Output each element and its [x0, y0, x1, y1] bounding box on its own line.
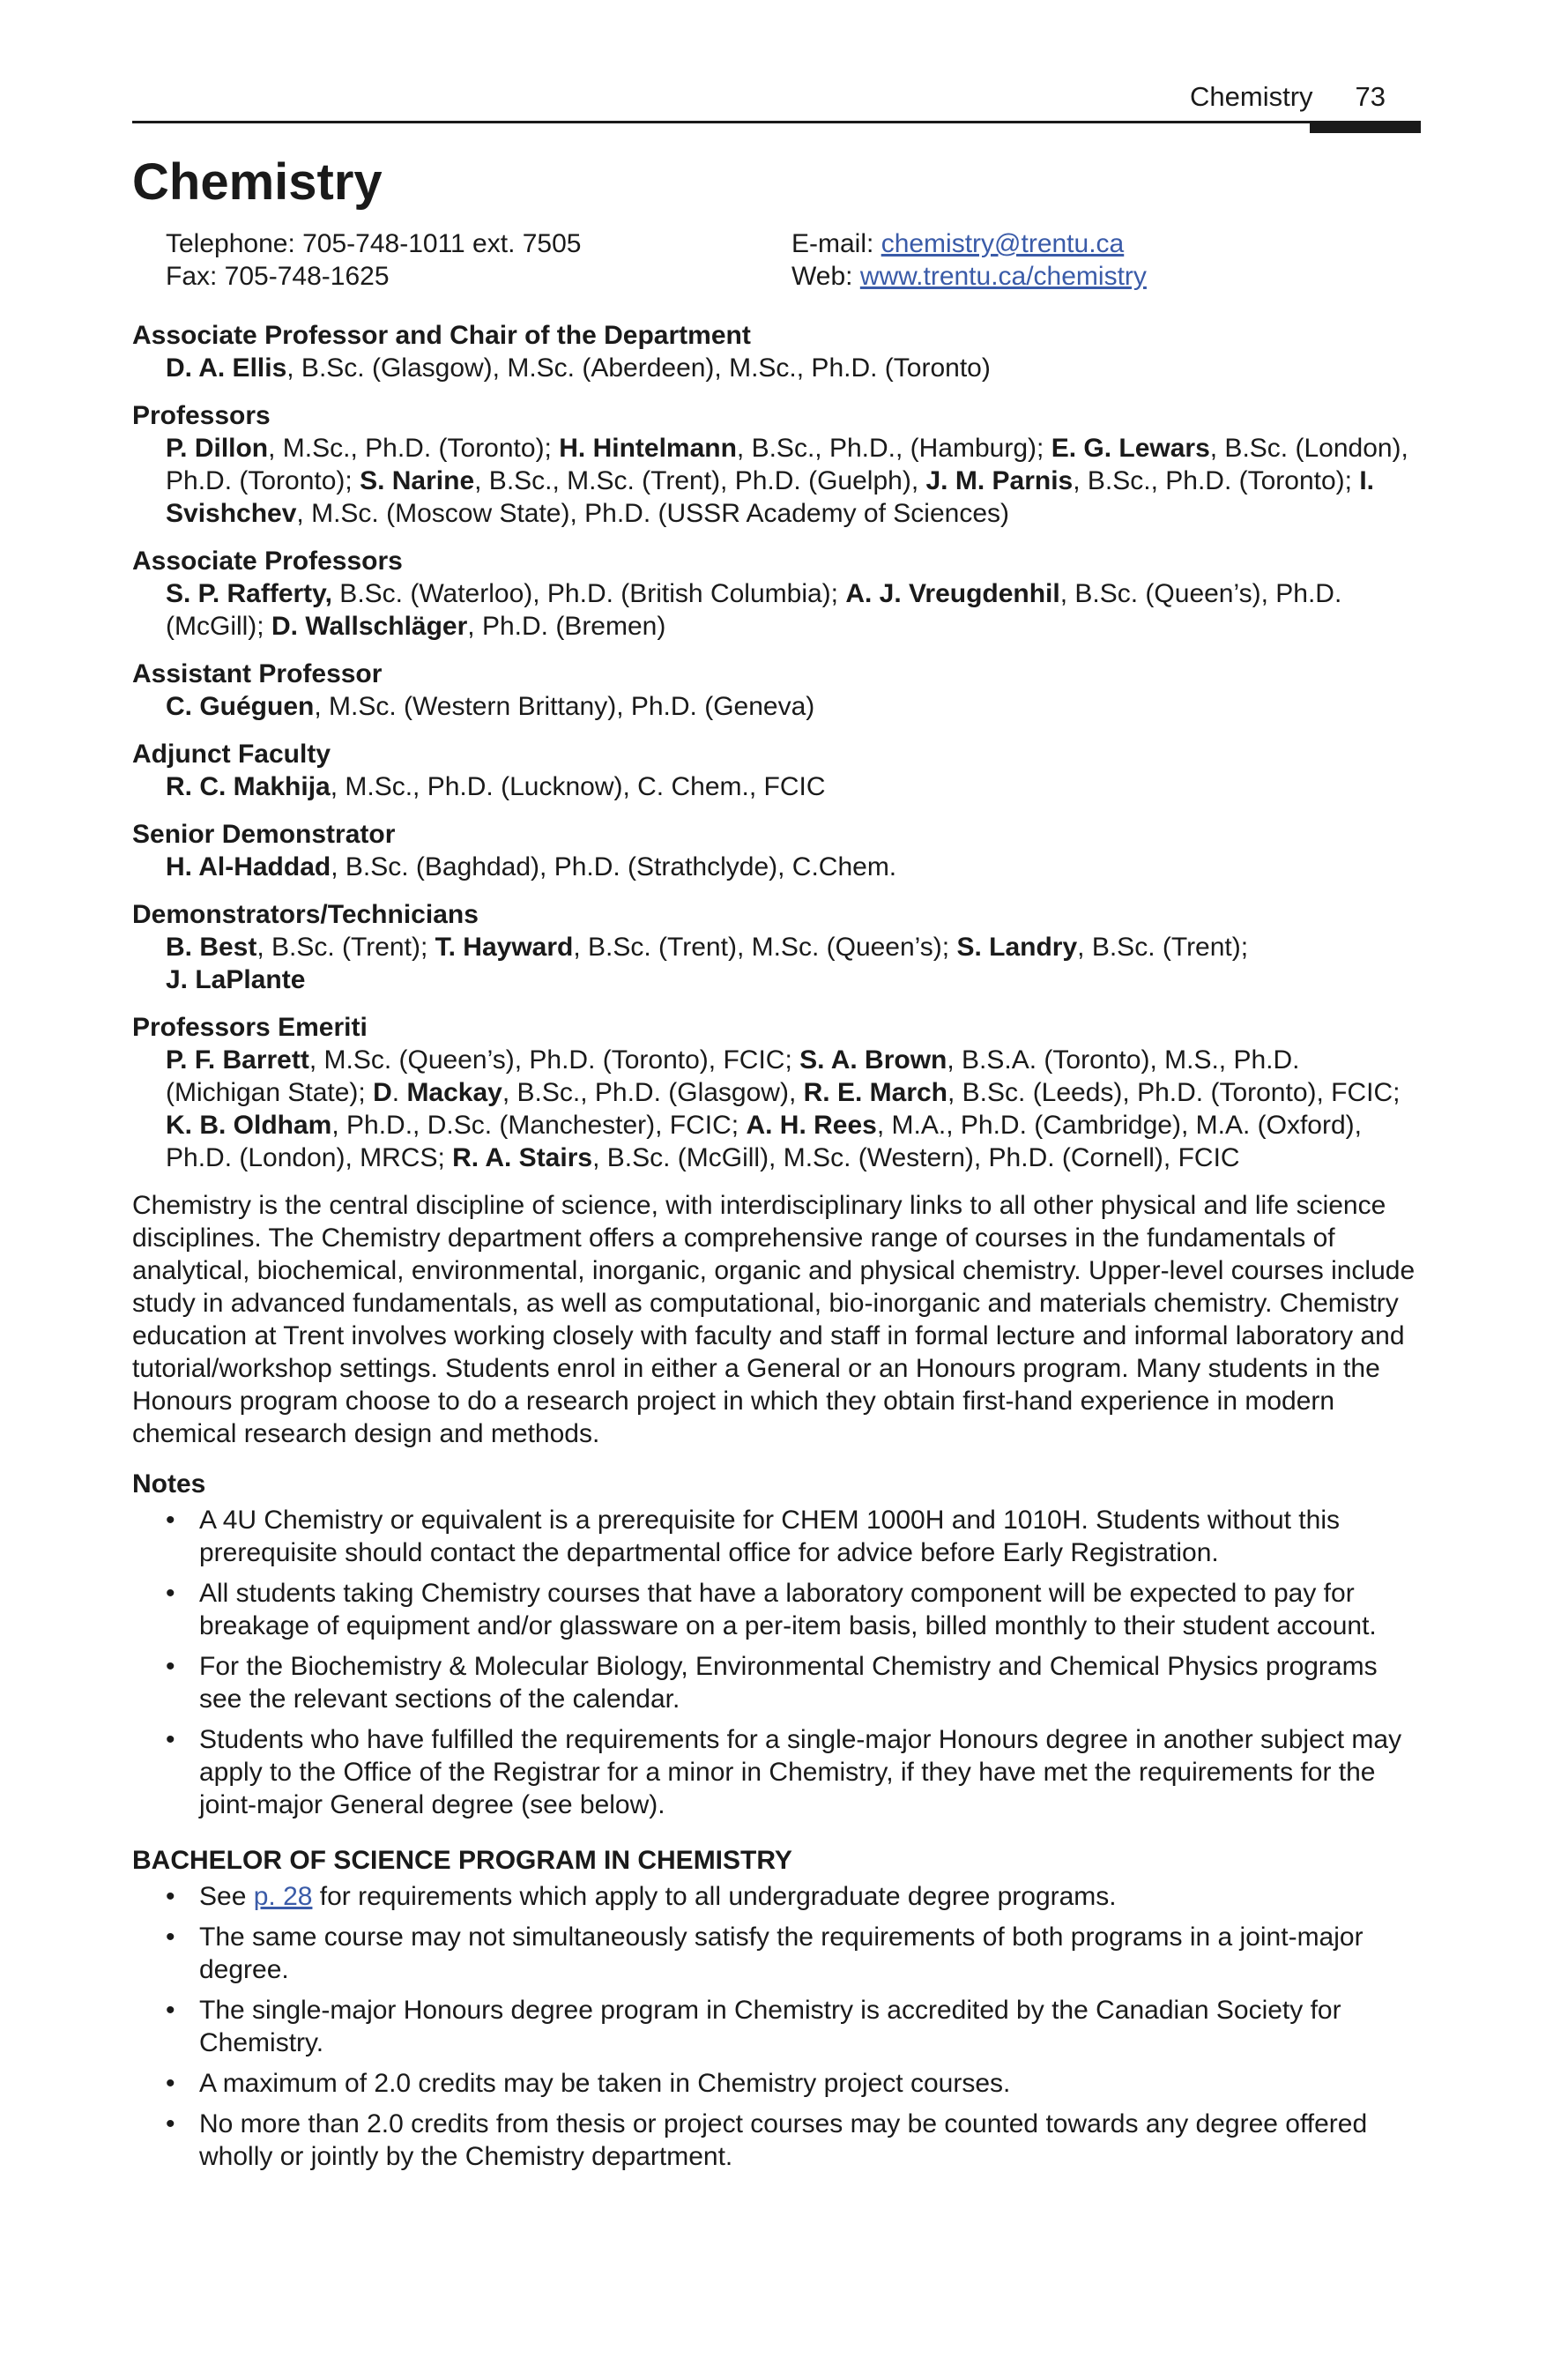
faculty-heading: Professors Emeriti: [132, 1013, 368, 1042]
header-rule: [132, 121, 1421, 123]
faculty-heading: Demonstrators/Technicians: [132, 900, 479, 929]
header-tab-block: [1310, 121, 1421, 133]
faculty-associate: [132, 545, 1421, 643]
list-item: • A maximum of 2.0 credits may be taken in Chemistry project courses.: [166, 2067, 1421, 2100]
faculty-list: P. F. Barrett, M.Sc. (Queen’s), Ph.D. (Toronto), FCIC; S. A. Brown, B.S.A. (Toronto), M.S., Ph.D. (Michigan State); D. Mackay, B.Sc., Ph.D. (Glasgow), R. E. March, B.Sc. (Leeds), Ph.D. (Toronto), FCIC; K. B. Oldham, Ph.D., D.Sc. (Manchester), FCIC; A. H. Rees, M.A., Ph.D. (Cambridge), M.A. (Oxford), Ph.D. (London), MRCS; R. A. Stairs, B.Sc. (McGill), M.Sc. (Western), Ph.D. (Cornell), FCIC: [166, 1045, 1401, 1172]
faculty-emeriti: [132, 1011, 1421, 1174]
running-head: [1190, 81, 1421, 113]
faculty-heading: Adjunct Faculty: [132, 740, 331, 769]
faculty-adjunct: [132, 738, 1421, 803]
intro-paragraph: Chemistry is the central discipline of science, with interdisciplinary links to all other physical and life science disciplines. The Chemistry department offers a comprehensive range of courses in the fundamentals of analytical, biochemical, environmental, inorganic, organic and physical chemistry. Upper-level courses include study in advanced fundamentals, as well as computational, bio-inorganic and materials chemistry. Chemistry education at Trent involves working closely with faculty and staff in formal lecture and informal laboratory and tutorial/workshop settings. Students enrol in either a General or an Honours program. Many students in the Honours program choose to do a research project in which they obtain first-hand experience in modern chemical research design and methods.: [132, 1191, 1416, 1448]
faculty-heading: Senior Demonstrator: [132, 820, 396, 849]
running-head-section: Chemistry: [1190, 81, 1313, 112]
faculty-heading: Professors: [132, 401, 271, 430]
list-item: • No more than 2.0 credits from thesis or project courses may be counted towards any degree offered wholly or jointly by the Chemistry department.: [166, 2108, 1421, 2173]
email-link[interactable]: chemistry@trentu.ca: [881, 229, 1125, 258]
contact-block: [132, 227, 1421, 293]
list-item: • For the Biochemistry & Molecular Biology, Environmental Chemistry and Chemical Physics programs see the relevant sections of the calendar.: [166, 1650, 1421, 1715]
list-item: • Students who have fulfilled the requirements for a single-major Honours degree in another subject may apply to the Office of the Registrar for a minor in Chemistry, if they have met the requirements for the joint-major General degree (see below).: [166, 1723, 1421, 1821]
faculty-assistant: [132, 658, 1421, 723]
faculty-heading: Assistant Professor: [132, 659, 383, 688]
faculty-list: P. Dillon, M.Sc., Ph.D. (Toronto); H. Hintelmann, B.Sc., Ph.D., (Hamburg); E. G. Lewars, B.Sc. (London), Ph.D. (Toronto); S. Narine, B.Sc., M.Sc. (Trent), Ph.D. (Guelph), J. M. Parnis, B.Sc., Ph.D. (Toronto); I. Svishchev, M.Sc. (Moscow State), Ph.D. (USSR Academy of Sciences): [166, 434, 1408, 528]
faculty-professors: [132, 399, 1421, 530]
list-item: • See p. 28 for requirements which apply to all undergraduate degree programs.: [166, 1880, 1421, 1913]
notes-heading: Notes: [132, 1469, 206, 1499]
content: [132, 152, 1421, 2196]
faculty-chair: [132, 319, 1421, 384]
web-link[interactable]: www.trentu.ca/chemistry: [859, 262, 1147, 291]
bsc-list: [132, 1880, 1421, 2173]
faculty-heading: Associate Professors: [132, 547, 403, 576]
telephone: Telephone: 705-748-1011 ext. 7505: [166, 229, 582, 258]
list-item: • The same course may not simultaneously satisfy the requirements of both programs in a joint-major degree.: [166, 1921, 1421, 1986]
bsc-heading: BACHELOR OF SCIENCE PROGRAM IN CHEMISTRY: [132, 1846, 792, 1875]
list-item: • A 4U Chemistry or equivalent is a prerequisite for CHEM 1000H and 1010H. Students without this prerequisite should contact the departmental office for advice before Early Registration.: [166, 1504, 1421, 1569]
faculty-senior-demonstrator: [132, 818, 1421, 883]
list-item: • The single-major Honours degree program in Chemistry is accredited by the Canadian Society for Chemistry.: [166, 1994, 1421, 2059]
page-number: 73: [1355, 81, 1386, 112]
faculty-list: R. C. Makhija, M.Sc., Ph.D. (Lucknow), C. Chem., FCIC: [166, 772, 826, 801]
notes-list: [132, 1504, 1421, 1821]
faculty-list: C. Guéguen, M.Sc. (Western Brittany), Ph.D. (Geneva): [166, 692, 815, 721]
faculty-heading: Associate Professor and Chair of the Department: [132, 321, 751, 350]
page-title: Chemistry: [132, 153, 383, 211]
faculty-list: B. Best, B.Sc. (Trent); T. Hayward, B.Sc. (Trent), M.Sc. (Queen’s); S. Landry, B.Sc. (Trent); J. LaPlante: [166, 933, 1249, 994]
faculty-list: H. Al-Haddad, B.Sc. (Baghdad), Ph.D. (Strathclyde), C.Chem.: [166, 852, 897, 881]
web-line: Web: www.trentu.ca/chemistry: [791, 262, 1147, 291]
faculty-list: S. P. Rafferty, B.Sc. (Waterloo), Ph.D. (British Columbia); A. J. Vreugdenhil, B.Sc. (Queen’s), Ph.D. (McGill); D. Wallschläger, Ph.D. (Bremen): [166, 579, 1342, 641]
page-link[interactable]: p. 28: [253, 1882, 313, 1911]
faculty-list: D. A. Ellis, B.Sc. (Glasgow), M.Sc. (Aberdeen), M.Sc., Ph.D. (Toronto): [166, 353, 991, 383]
list-item: • All students taking Chemistry courses that have a laboratory component will be expected to pay for breakage of equipment and/or glassware on a per-item basis, billed monthly to their student account.: [166, 1577, 1421, 1642]
faculty-demonstrators: [132, 898, 1421, 996]
email-line: E-mail: chemistry@trentu.ca: [791, 229, 1125, 258]
fax: Fax: 705-748-1625: [166, 262, 390, 291]
